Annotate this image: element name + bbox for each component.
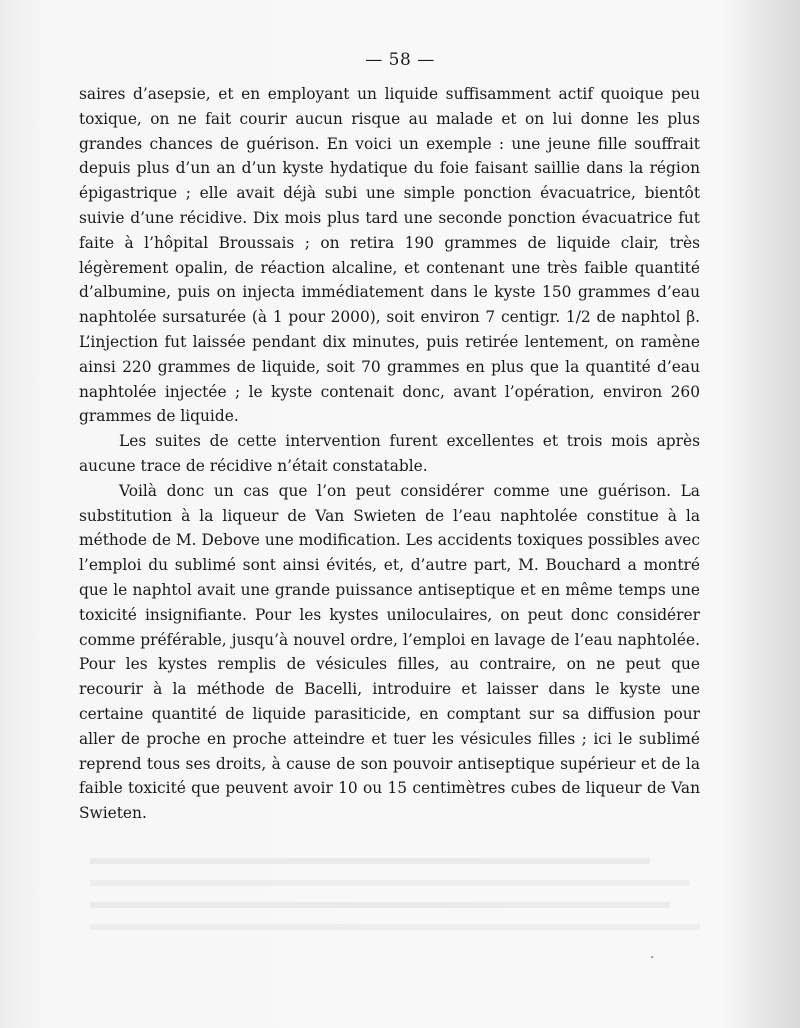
paragraph-3: Voilà donc un cas que l’on peut considérer comme une guérison. La substitution à la liqueur de Van Swieten de l’eau naphtolée constitue à la méthode de M. Debove une modification. Les accidents toxiques possibles avec l’emploi du sublimé sont ainsi évités, et, d’autre part, M. Bouchard a montré que le naphtol avait une grande puissance antiseptique et en même temps une toxicité insignifiante. Pour les kystes uniloculaires, on peut donc considérer comme préférable, jusqu’à nouvel ordre, l’emploi en lavage de l’eau naphtolée. Pour les kystes remplis de vésicules filles, au contraire, on ne peut que recourir à la méthode de Bacelli, introduire et laisser dans le kyste une certaine quantité de liquide parasiticide, en comptant sur sa diffusion pour aller de proche en proche atteindre et tuer les vésicules filles ; ici le sublimé reprend tous ses droits, à cause de son pouvoir antiseptique supérieur et de la faible toxicité que peuvent avoir 10 ou 15 centimètres cubes de liqueur de Van Swieten.	[79, 481, 700, 823]
body-text	[79, 82, 700, 826]
page-number: — 58 —	[365, 50, 435, 70]
paragraph-2: Les suites de cette intervention furent excellentes et trois mois après aucune trace de récidive n’était constatable.	[79, 432, 700, 475]
ink-speck: ·	[650, 950, 655, 966]
show-through-shadow	[90, 850, 710, 960]
paragraph-1: saires d’asepsie, et en employant un liquide suffisamment actif quoique peu toxique, on ne fait courir aucun risque au malade et on lui donne les plus grandes chances de guérison. En voici un exemple : une jeune fille souffrait depuis plus d’un an d’un kyste hydatique du foie faisant saillie dans la région épigastrique ; elle avait déjà subi une simple ponction évacuatrice, bientôt suivie d’une récidive. Dix mois plus tard une seconde ponction évacuatrice fut faite à l’hôpital Broussais ; on retira 190 grammes de liquide clair, très légèrement opalin, de réaction alcaline, et contenant une très faible quantité d’albumine, puis on injecta immédiatement dans le kyste 150 grammes d’eau naphtolée sursaturée (à 1 pour 2000), soit environ 7 centigr. 1/2 de naphtol β. L’injection fut laissée pendant dix minutes, puis retirée lentement, on ramène ainsi 220 grammes de liquide, soit 70 grammes en plus que la quantité d’eau naphtolée injectée ; le kyste contenait donc, avant l’opération, environ 260 grammes de liquide.	[79, 85, 700, 426]
